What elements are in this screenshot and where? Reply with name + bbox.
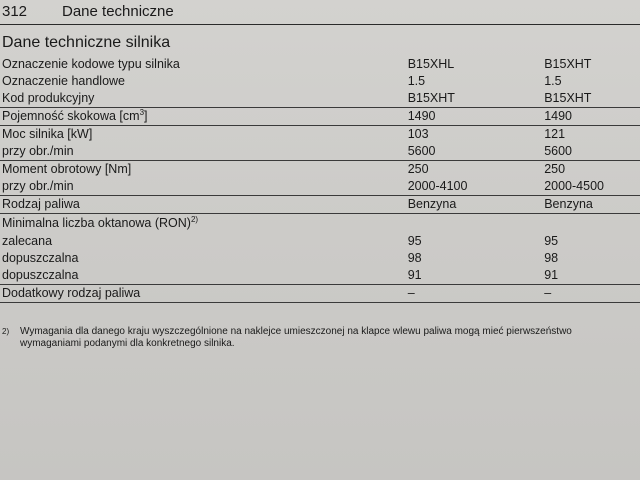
footnote-line-2: wymaganiami podanymi dla konkretnego silnika. (20, 338, 235, 349)
page-number: 312 (2, 3, 28, 20)
spec-row (0, 267, 640, 285)
spec-value-b15xhl: 2000-4100 (407, 179, 468, 193)
spec-value-b15xht: 1490 (544, 108, 640, 126)
spec-value-b15xhl: 5600 (407, 144, 436, 158)
spec-row (0, 250, 640, 267)
spec-value-b15xht: – (544, 285, 640, 303)
spec-label: Moc silnika [kW] (0, 126, 408, 144)
spec-label: Dodatkowy rodzaj paliwa (0, 285, 408, 303)
spec-value-b15xht: B15XHT (544, 57, 592, 71)
spec-label: dopuszczalna (2, 268, 79, 282)
section-title: Dane techniczne silnika (2, 34, 171, 51)
spec-value-b15xhl: 1.5 (407, 74, 426, 88)
spec-value-b15xht: 91 (544, 268, 559, 282)
spec-value-b15xhl: 91 (407, 268, 422, 282)
spec-label: przy obr./min (2, 144, 74, 158)
spec-value-b15xht: 2000-4500 (544, 179, 604, 193)
spec-row (0, 214, 640, 234)
spec-label: zalecana (2, 234, 53, 248)
spec-value-b15xhl: 98 (407, 251, 422, 265)
spec-label: przy obr./min (2, 179, 74, 193)
spec-row (0, 196, 640, 214)
spec-value-b15xhl: B15XHL (407, 57, 455, 71)
spec-label: dopuszczalna (2, 251, 79, 265)
spec-row (0, 126, 640, 144)
spec-label: Oznaczenie handlowe (2, 74, 125, 88)
spec-row (0, 73, 640, 90)
spec-row (0, 143, 640, 161)
spec-value-b15xht: Benzyna (544, 196, 640, 214)
spec-value-b15xht: B15XHT (544, 91, 592, 105)
spec-row (0, 108, 640, 126)
spec-row (0, 178, 640, 196)
spec-value-b15xhl (408, 214, 545, 234)
spec-row (0, 233, 640, 250)
spec-value-b15xht (544, 214, 640, 234)
label-superscript: 3 (139, 107, 145, 117)
label-superscript: 2) (190, 214, 199, 224)
spec-value-b15xht: 98 (544, 251, 559, 265)
spec-value-b15xhl: 1490 (408, 108, 545, 126)
footnote-mark: 2) (2, 327, 10, 336)
spec-value-b15xht: 250 (544, 161, 640, 179)
spec-label: Minimalna liczba oktanowa (RON)$^{2)}$ (0, 214, 408, 234)
spec-value-b15xhl: 103 (408, 126, 545, 144)
spec-value-b15xht: 5600 (544, 144, 573, 158)
spec-row (0, 285, 640, 303)
header-title: Dane techniczne (62, 3, 174, 20)
spec-row (0, 161, 640, 179)
spec-value-b15xht: 1.5 (544, 74, 562, 88)
spec-label: Pojemność skokowa $[cm^3]$ (0, 108, 408, 126)
spec-label: Rodzaj paliwa (0, 196, 408, 214)
spec-label: Kod produkcyjny (2, 91, 95, 105)
spec-value-b15xht: 95 (544, 234, 559, 248)
spec-value-b15xhl: 250 (408, 161, 545, 179)
engine-spec-table (0, 56, 640, 303)
spec-value-b15xhl: – (408, 285, 545, 303)
spec-value-b15xhl: Benzyna (408, 196, 545, 214)
spec-value-b15xhl: B15XHT (407, 91, 455, 105)
spec-row (0, 90, 640, 108)
spec-value-b15xht: 121 (544, 126, 640, 144)
spec-value-b15xhl: 95 (407, 234, 422, 248)
spec-row (0, 56, 640, 73)
spec-label: Moment obrotowy [Nm] (0, 161, 408, 179)
footnote-line-1: Wymagania dla danego kraju wyszczególnione na naklejce umieszczonej na klapce wlewu paliwa mogą mieć pierwszeństwo (20, 326, 572, 337)
page-header (0, 0, 640, 25)
spec-label: Oznaczenie kodowe typu silnika (2, 57, 180, 71)
